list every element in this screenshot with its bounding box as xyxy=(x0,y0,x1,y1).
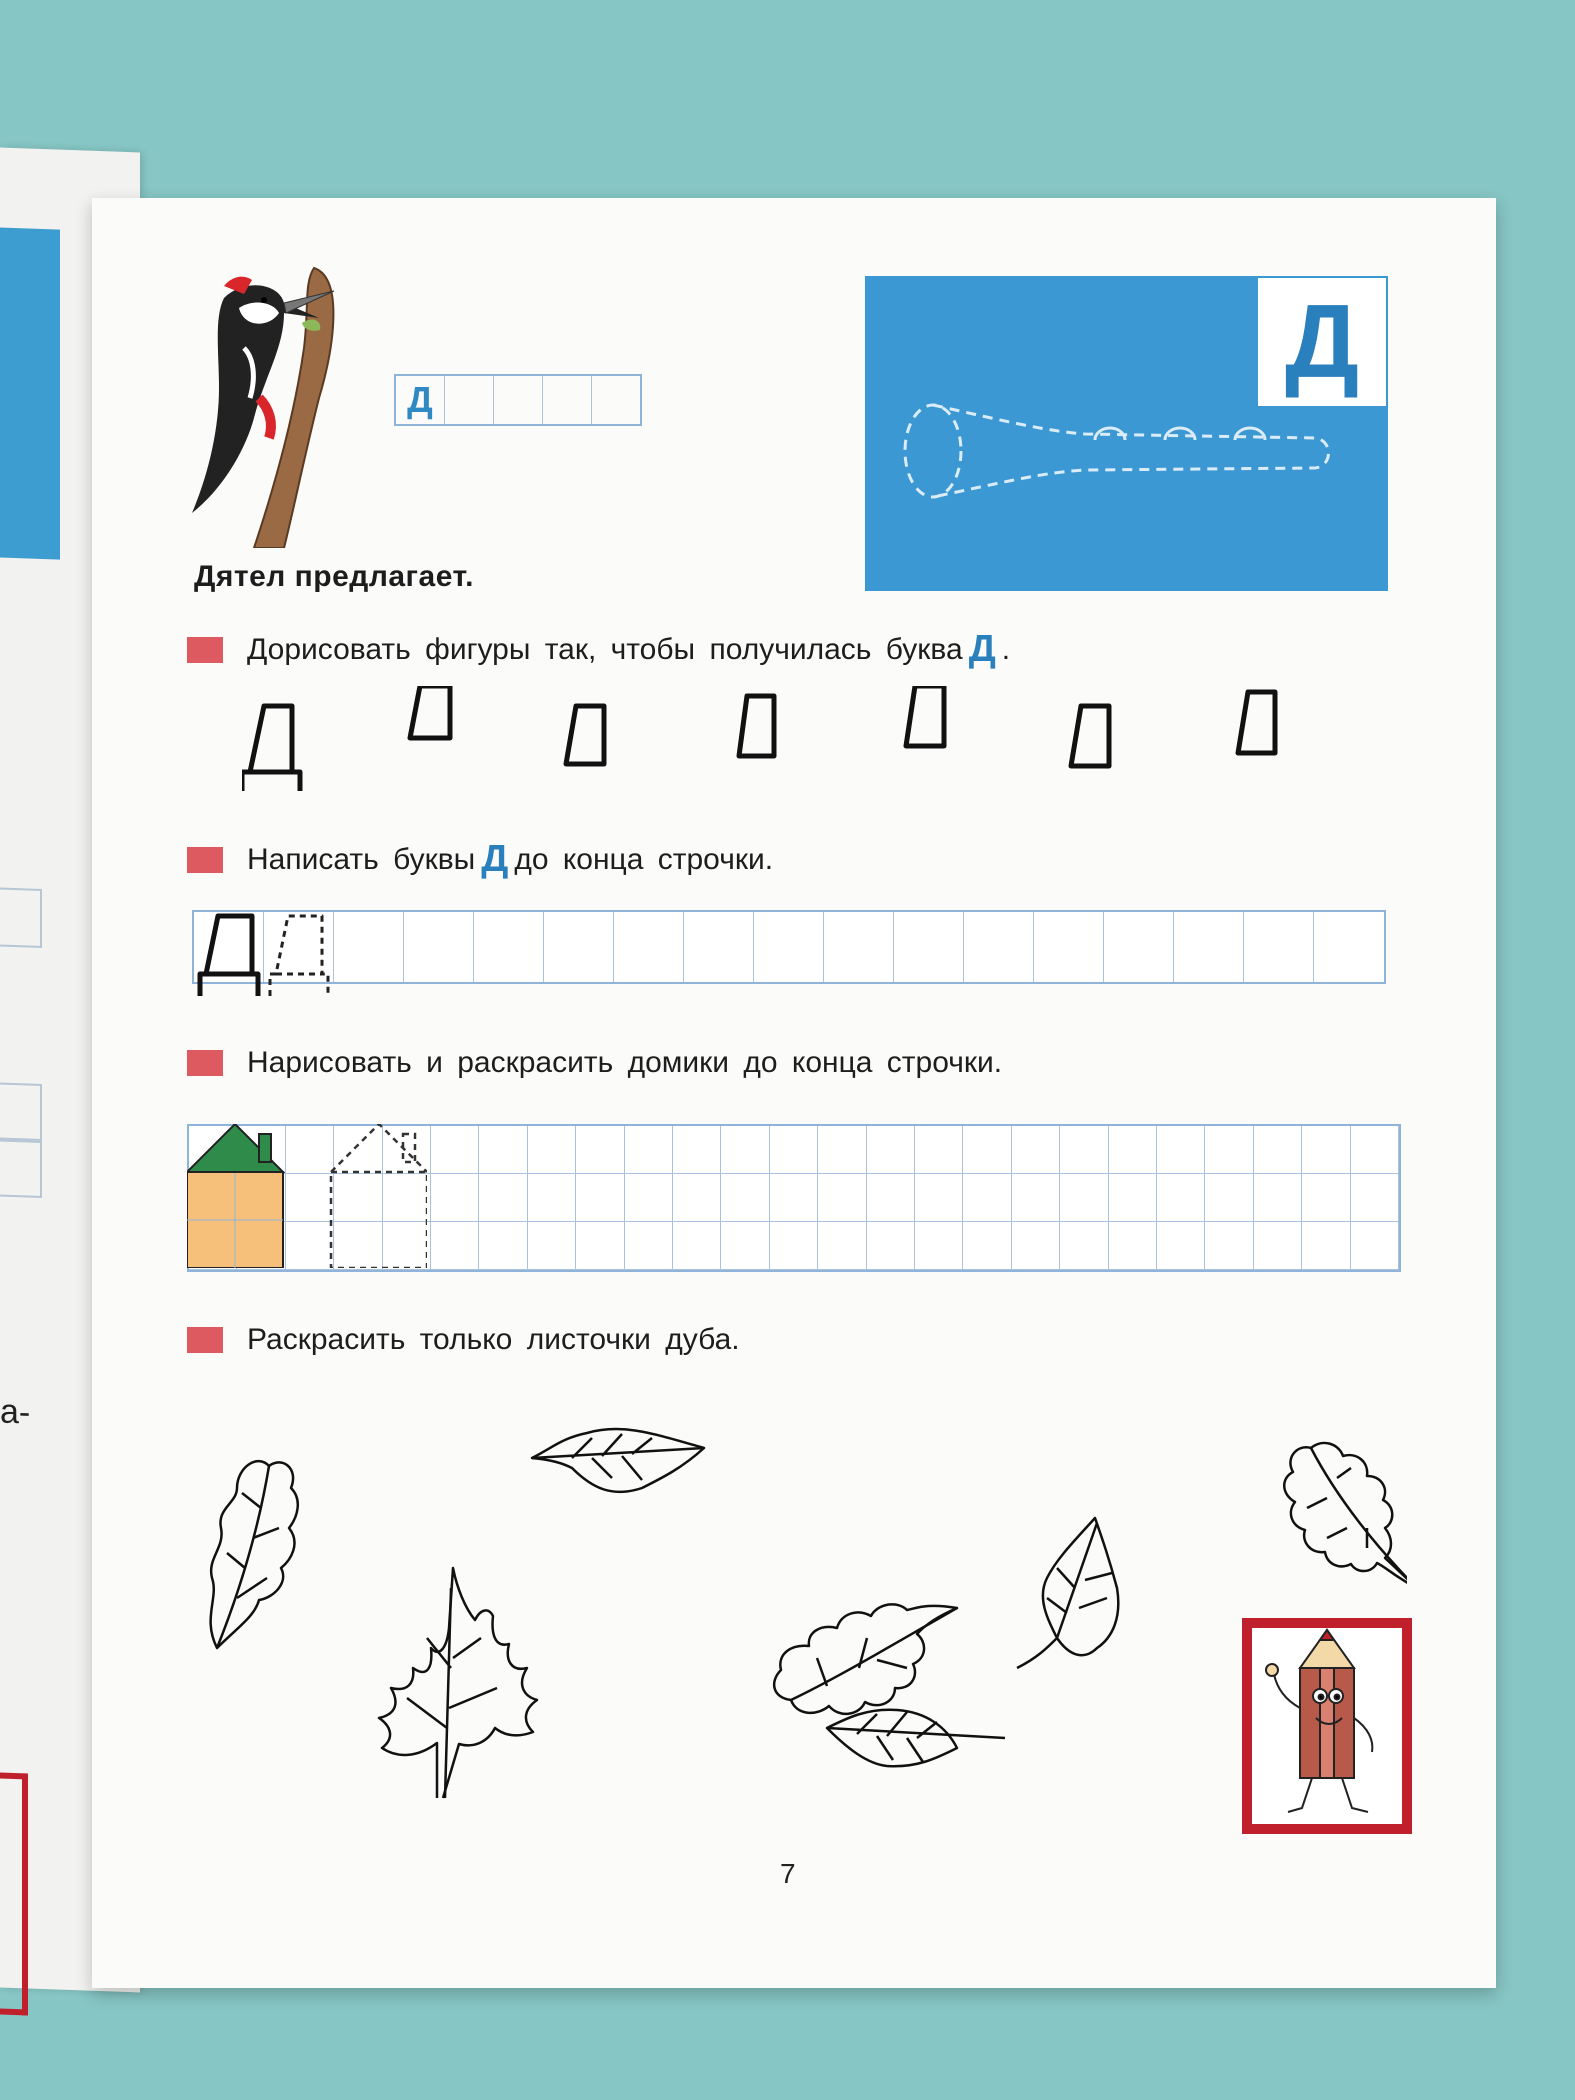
workbook-page xyxy=(92,198,1496,1988)
incomplete-letter-shapes[interactable] xyxy=(242,686,1402,796)
task-text-before: Написать буквы xyxy=(247,842,476,876)
task-draw-houses xyxy=(187,1046,1002,1080)
task-marker xyxy=(187,1050,223,1076)
task-text: Дорисовать фигуры так, чтобы получилась буква xyxy=(247,632,963,666)
left-page-red-frame xyxy=(0,1773,28,2016)
writing-cell[interactable] xyxy=(544,912,614,982)
writing-cell[interactable] xyxy=(1034,912,1104,982)
writing-cell[interactable] xyxy=(614,912,684,982)
word-box-empty[interactable] xyxy=(445,376,494,424)
writing-cell[interactable] xyxy=(334,912,404,982)
letter-shape-2 xyxy=(410,686,450,738)
maple-leaf-icon xyxy=(379,1568,537,1798)
page-number: 7 xyxy=(780,1858,796,1889)
word-letter-boxes xyxy=(394,374,642,426)
sample-letter-glyph xyxy=(194,912,264,998)
left-page-blue-block xyxy=(0,228,60,560)
left-page-grid-fragment xyxy=(0,888,42,948)
left-page-text-fragment: а- xyxy=(0,1392,31,1432)
pipe-illustration xyxy=(895,396,1355,506)
word-box-empty[interactable] xyxy=(592,376,640,424)
traced-letter-cell[interactable] xyxy=(264,912,334,982)
task-text-after: до конца строчки. xyxy=(514,842,774,876)
letter-shape-7 xyxy=(1238,692,1275,753)
task-inline-letter: Д xyxy=(968,628,996,670)
letter-panel xyxy=(865,276,1388,591)
writing-cell[interactable] xyxy=(404,912,474,982)
writing-cell[interactable] xyxy=(474,912,544,982)
writing-cell[interactable] xyxy=(964,912,1034,982)
letter-shape-3 xyxy=(566,706,604,764)
colored-house-icon xyxy=(187,1124,283,1268)
task-marker xyxy=(187,637,223,663)
pencil-mascot-card xyxy=(1242,1618,1412,1834)
birch-leaf-icon xyxy=(1017,1518,1118,1668)
writing-cell[interactable] xyxy=(824,912,894,982)
writing-cell[interactable] xyxy=(894,912,964,982)
sample-letter-cell xyxy=(194,912,264,982)
leaves-area[interactable] xyxy=(187,1408,1407,1808)
woodpecker-illustration xyxy=(184,258,384,548)
task-text-end: . xyxy=(1001,632,1011,666)
task-inline-letter: Д xyxy=(481,838,509,880)
writing-cell[interactable] xyxy=(1104,912,1174,982)
dashed-house-icon xyxy=(331,1124,427,1268)
page-subtitle: Дятел предлагает. xyxy=(194,560,474,593)
writing-cell[interactable] xyxy=(754,912,824,982)
task-marker xyxy=(187,847,223,873)
task-text: Нарисовать и раскрасить домики до конца строчки. xyxy=(247,1046,1003,1079)
oak-leaf-icon xyxy=(774,1604,957,1714)
letter-shape-5 xyxy=(906,686,944,746)
oak-leaf-icon xyxy=(1284,1443,1407,1588)
writing-cell[interactable] xyxy=(1244,912,1314,982)
writing-cell[interactable] xyxy=(684,912,754,982)
dashed-letter-glyph xyxy=(264,912,334,998)
word-box-first-letter: Д xyxy=(396,376,445,424)
left-page-grid-fragment xyxy=(0,1083,42,1143)
pencil-character xyxy=(1252,1628,1402,1824)
letter-card: Д xyxy=(1256,276,1388,408)
task-marker xyxy=(187,1327,223,1353)
task-color-oak-leaves xyxy=(187,1323,740,1357)
writing-cell[interactable] xyxy=(1314,912,1384,982)
birch-leaf-icon xyxy=(532,1429,704,1492)
letter-shape-6 xyxy=(1071,706,1109,766)
word-box-empty[interactable] xyxy=(543,376,592,424)
task-text: Раскрасить только листочки дуба. xyxy=(247,1323,740,1356)
task-write-letters xyxy=(187,838,773,881)
letter-shape-1 xyxy=(242,706,300,791)
letter-shape-4 xyxy=(739,696,774,756)
left-page-grid-fragment xyxy=(0,1138,42,1198)
task-complete-shapes xyxy=(187,628,1010,671)
word-box-empty[interactable] xyxy=(494,376,543,424)
oak-leaf-icon xyxy=(211,1461,298,1648)
birch-leaf-icon xyxy=(827,1710,1005,1767)
letter-writing-row[interactable] xyxy=(192,910,1386,984)
writing-cell[interactable] xyxy=(1174,912,1244,982)
house-examples xyxy=(187,1124,427,1268)
